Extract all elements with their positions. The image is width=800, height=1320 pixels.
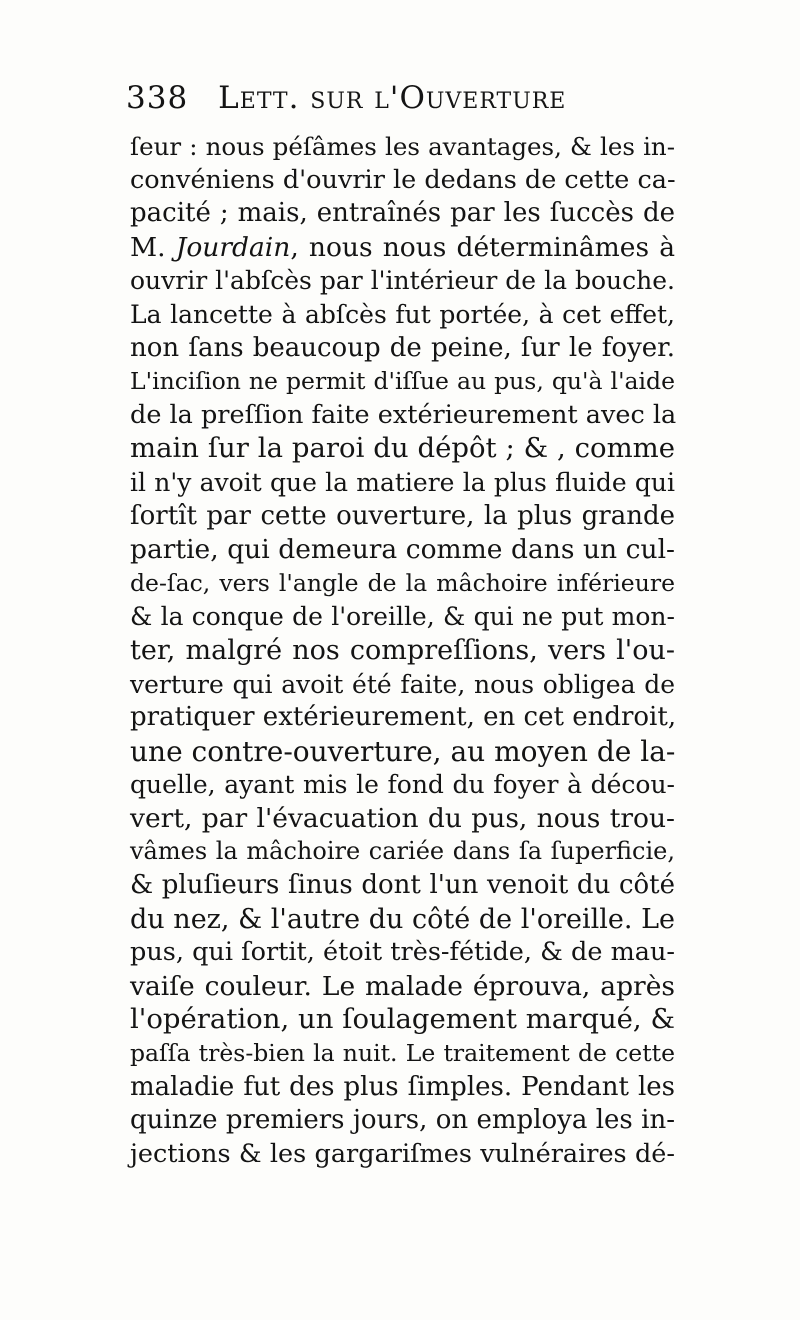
text-line-8: L'inciſion ne permit d'iſſue au pus, qu'à l'aide (130, 367, 675, 396)
text-line-14: de-ſac, vers l'angle de la mâchoire inférieure (130, 568, 675, 597)
text-line-4-prefix: M. (130, 231, 176, 263)
text-line-11: il n'y avoit que la matiere la plus fluide qui (130, 467, 675, 497)
body-text (130, 130, 675, 1171)
page-number: 338 (126, 80, 189, 116)
text-line-24: du nez, & l'autre du côté de l'oreille. Le (130, 903, 675, 935)
text-line-4-suffix: , nous nous déterminâmes à (290, 231, 675, 263)
text-line-22: vâmes la mâchoire cariée dans ſa ſuperficie, (130, 837, 675, 866)
text-line-25: pus, qui ſortit, étoit très-fétide, & de mau- (130, 937, 675, 968)
text-line-5: ouvrir l'abſcès par l'intérieur de la bouche. (130, 266, 675, 296)
text-line-15: & la conque de l'oreille, & qui ne put mon- (130, 602, 675, 632)
text-line-18: pratiquer extérieurement, en cet endroit, (130, 702, 677, 733)
text-line-13: partie, qui demeura comme dans un cul- (130, 534, 675, 566)
text-line-9: de la preſſion faite extérieurement avec la (130, 399, 677, 430)
text-line-31: jections & les gargariſmes vulnéraires dé- (130, 1138, 675, 1169)
text-line-21: vert, par l'évacuation du pus, nous trou- (130, 802, 675, 834)
text-line-3: pacité ; mais, entraînés par les ſuccès de (130, 198, 675, 229)
text-line-2: convéniens d'ouvrir le dedans de cette ca- (130, 164, 676, 195)
running-head-title: Lett. sur l'Ouverture (218, 80, 567, 116)
text-line-29: maladie fut des plus ſimples. Pendant les (130, 1071, 675, 1102)
running-head (126, 80, 686, 124)
text-line-26: vaiſe couleur. Le malade éprouva, après (130, 970, 675, 1002)
text-line-1: ſeur : nous péſâmes les avantages, & les in- (130, 132, 675, 161)
text-line-16: ter, malgré nos compreſſions, vers l'ou- (130, 634, 675, 666)
text-line-6: La lancette à abſcès fut portée, à cet effet, (130, 299, 675, 329)
text-line-20: quelle, ayant mis le fond du foyer à décou- (130, 770, 675, 800)
text-line-30: quinze premiers jours, on employa les in- (130, 1105, 675, 1136)
text-line-23: & pluſieurs ſinus dont l'un venoit du côté (130, 870, 675, 901)
text-line-7: non ſans beaucoup de peine, ſur le foyer. (130, 332, 675, 363)
author-name-italic: Jourdain (175, 231, 291, 263)
text-line-12: ſortît par cette ouverture, la plus grande (130, 500, 675, 531)
text-line-17: verture qui avoit été faite, nous obligea de (130, 669, 675, 699)
text-line-10: main ſur la paroi du dépôt ; & , comme (130, 432, 675, 465)
text-line-19: une contre-ouverture, au moyen de la- (130, 734, 676, 768)
text-line-28: paſſa très-bien la nuit. Le traitement de cette (130, 1039, 675, 1068)
text-line-27: l'opération, un ſoulagement marqué, & (130, 1003, 675, 1036)
text-line-4 (130, 231, 675, 265)
